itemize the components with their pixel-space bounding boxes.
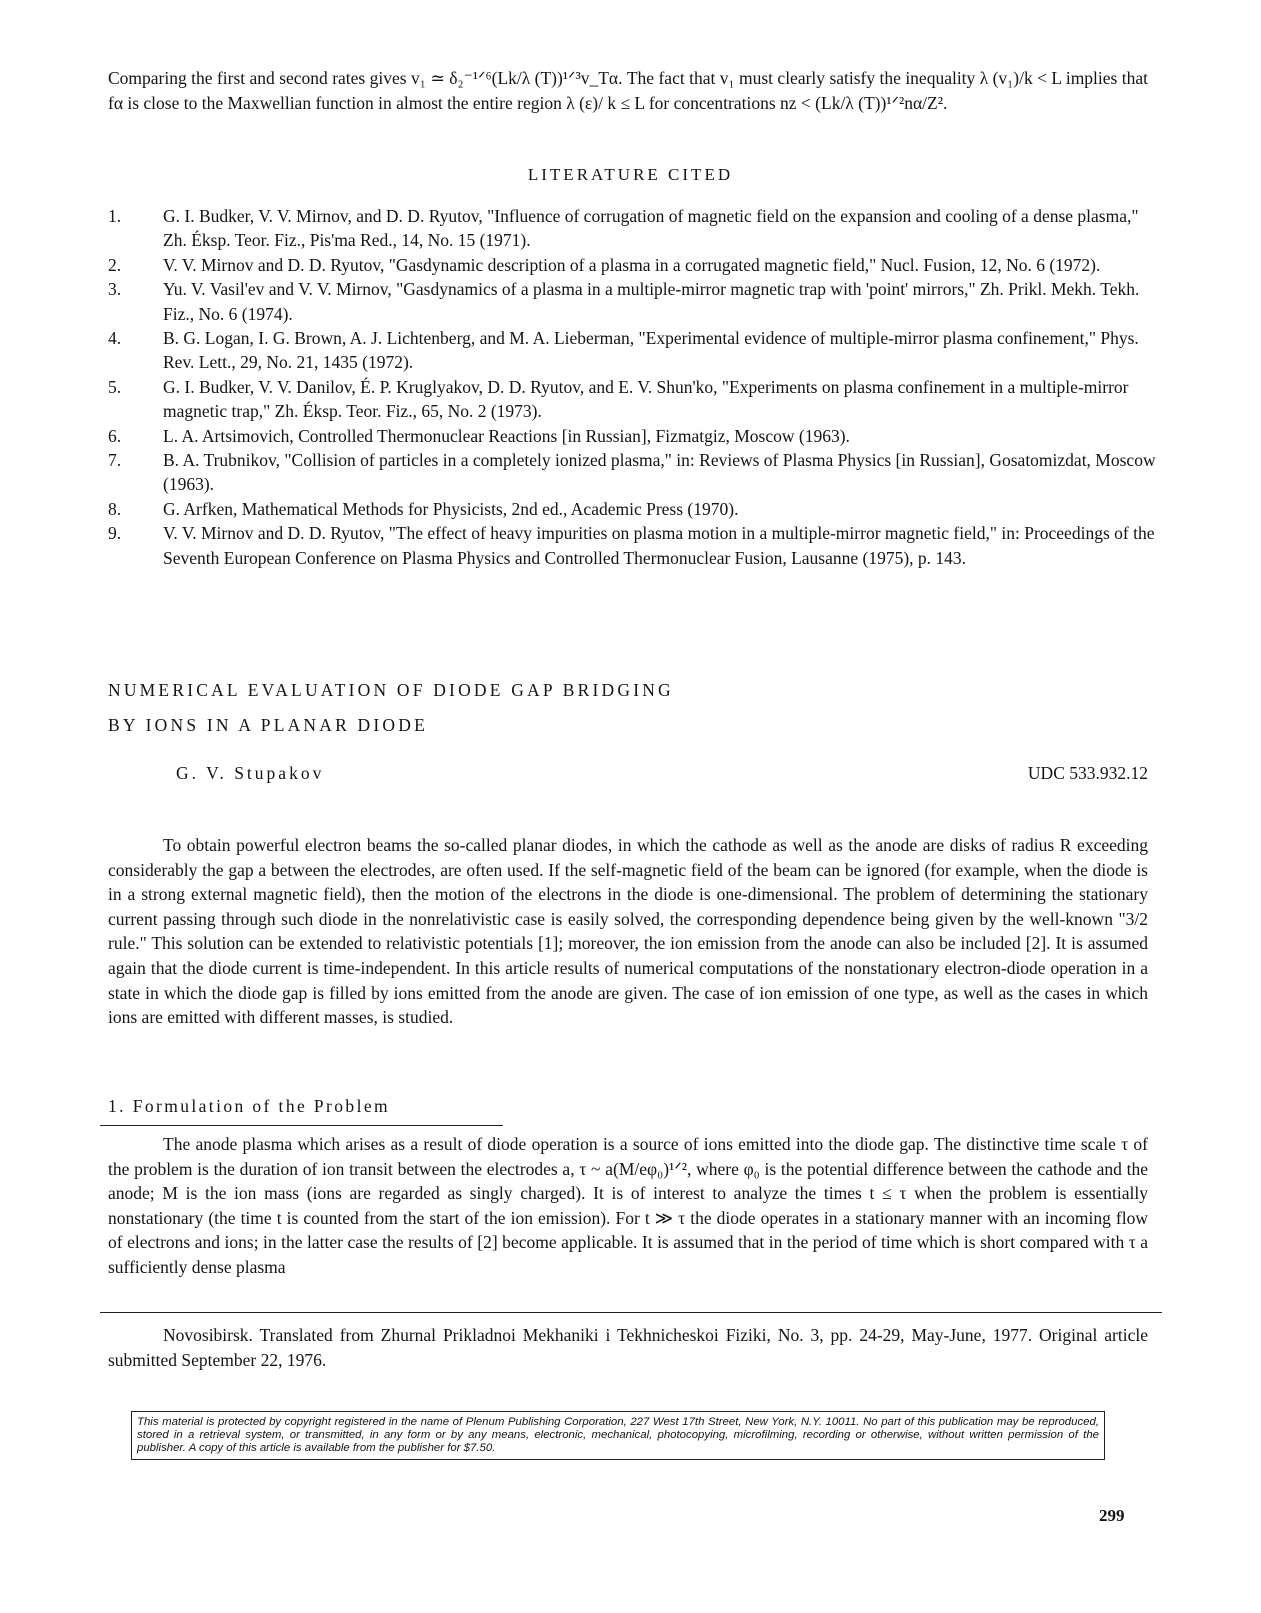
section-heading: 1. Formulation of the Problem	[108, 1096, 391, 1116]
section-body-paragraph: The anode plasma which arises as a result of diode operation is a source of ions emitted into the diode gap. The distinctive time scale τ of the problem is the duration of ion transit between the electrodes a, τ ~ a(M/eφ₀)¹ᐟ², where φ₀ is the potential difference between the cathode and the anode; M is the ion mass (ions are regarded as singly charged). It is of interest to analyze the times t ≤ τ when the problem is essentially nonstationary (the time t is counted from the start of the ion emission). For t ≫ τ the diode operates in a stationary manner with an incoming flow of electrons and ions; in the latter case the results of [2] become applicable. It is assumed that in the period of time which is short compared with τ a sufficiently dense plasma	[108, 1134, 1148, 1277]
reference-text: G. Arfken, Mathematical Methods for Physicists, 2nd ed., Academic Press (1970).	[163, 498, 739, 519]
reference-number: 5.	[108, 376, 122, 397]
reference-number: 7.	[108, 450, 122, 471]
reference-text: V. V. Mirnov and D. D. Ryutov, "The effect of heavy impurities on plasma motion in a multiple-mirror magnetic field," in: Proceedings of the Seventh European Conference on Plasma Physics and Controlled Thermonuclear Fusion, Lausanne (1975), p. 143.	[163, 523, 1155, 568]
copyright-notice-box: This material is protected by copyright registered in the name of Plenum Publishing Corporation, 227 West 17th Street, New York, N.Y. 10011. No part of this publication may be reproduced, stored in a retrieval system, or transmitted, in any form or by any means, electronic, mechanical, photocopying, microfilming, recording or otherwise, without written permission of the publisher. A copy of this article is available from the publisher for $7.50.	[131, 1411, 1105, 1460]
intro-paragraph: Comparing the first and second rates gives v₁ ≃ δ₂⁻¹ᐟ⁶(Lk/λ (T))¹ᐟ³v_Tα. The fact that v₁ must clearly satisfy the inequality λ (v₁)/k < L implies that fα is close to the Maxwellian function in almost the entire region λ (ε)/ k ≤ L for concentrations nz < (Lk/λ (T))¹ᐟ²nα/Z².	[108, 68, 1148, 113]
reference-text: L. A. Artsimovich, Controlled Thermonuclear Reactions [in Russian], Fizmatgiz, Moscow (1963).	[163, 425, 850, 446]
reference-number: 6.	[108, 425, 122, 446]
abstract-paragraph: To obtain powerful electron beams the so-called planar diodes, in which the cathode as well as the anode are disks of radius R exceeding considerably the gap a between the electrodes, are often used. If the self-magnetic field of the beam can be ignored (for example, when the diode is in a strong external magnetic field), then the motion of the electrons in the diode is one-dimensional. The problem of determining the stationary current passing through such diode in the nonrelativistic case is easily solved, the corresponding dependence being given by the well-known "3/2 rule." This solution can be extended to relativistic potentials [1]; moreover, the ion emission from the anode can also be included [2]. It is assumed again that the diode current is time-independent. In this article results of numerical computations of the nonstationary electron-diode operation in a state in which the diode gap is filled by ions emitted from the anode are given. The case of ion emission of one type, as well as the cases in which ions are emitted with different masses, is studied.	[108, 835, 1148, 1028]
reference-item	[108, 448, 1158, 497]
reference-text: G. I. Budker, V. V. Mirnov, and D. D. Ryutov, "Influence of corrugation of magnetic field on the expansion and cooling of a dense plasma," Zh. Éksp. Teor. Fiz., Pis'ma Red., 14, No. 15 (1971).	[163, 206, 1139, 251]
reference-number: 1.	[108, 206, 122, 226]
literature-cited-heading: LITERATURE CITED	[527, 165, 734, 184]
reference-text: V. V. Mirnov and D. D. Ryutov, "Gasdynamic description of a plasma in a corrugated magnetic field," Nucl. Fusion, 12, No. 6 (1972).	[163, 254, 1101, 275]
article-title-line-1: NUMERICAL EVALUATION OF DIODE GAP BRIDGING	[108, 680, 674, 700]
footnote-divider	[100, 1312, 1162, 1313]
reference-number: 3.	[108, 279, 122, 300]
reference-list	[108, 204, 1158, 570]
reference-number: 8.	[108, 498, 122, 519]
reference-text: G. I. Budker, V. V. Danilov, É. P. Kruglyakov, D. D. Ryutov, and E. V. Shun'ko, "Experiments on plasma confinement in a multiple-mirror magnetic trap," Zh. Éksp. Teor. Fiz., 65, No. 2 (1973).	[163, 376, 1129, 422]
reference-text: B. A. Trubnikov, "Collision of particles in a completely ionized plasma," in: Reviews of Plasma Physics [in Russian], Gosatomizdat, Moscow (1963).	[163, 450, 1156, 495]
page-number: 299	[1099, 1506, 1125, 1525]
reference-number: 2.	[108, 254, 122, 275]
reference-number: 4.	[108, 328, 122, 349]
reference-number: 9.	[108, 523, 122, 544]
reference-item	[108, 277, 1158, 326]
reference-text: B. G. Logan, I. G. Brown, A. J. Lichtenberg, and M. A. Lieberman, "Experimental evidence of multiple-mirror plasma confinement," Phys. Rev. Lett., 29, No. 21, 1435 (1972).	[163, 328, 1139, 373]
article-author: G. V. Stupakov	[176, 763, 325, 783]
article-title-line-2: BY IONS IN A PLANAR DIODE	[108, 715, 428, 735]
reference-item	[108, 424, 1158, 448]
reference-item	[108, 497, 1158, 521]
footnote: Novosibirsk. Translated from Zhurnal Prikladnoi Mekhaniki i Tekhnicheskoi Fiziki, No. 3, pp. 24-29, May-June, 1977. Original article submitted September 22, 1976.	[108, 1325, 1148, 1370]
reference-item	[108, 204, 1158, 253]
reference-item	[108, 521, 1158, 570]
reference-item	[108, 326, 1158, 375]
reference-text: Yu. V. Vasil'ev and V. V. Mirnov, "Gasdynamics of a plasma in a multiple-mirror magnetic trap with 'point' mirrors," Zh. Prikl. Mekh. Tekh. Fiz., No. 6 (1974).	[163, 279, 1140, 324]
section-heading-rule	[100, 1125, 503, 1126]
reference-item	[108, 375, 1158, 424]
reference-item	[108, 253, 1158, 277]
udc-code: UDC 533.932.12	[1027, 763, 1148, 783]
